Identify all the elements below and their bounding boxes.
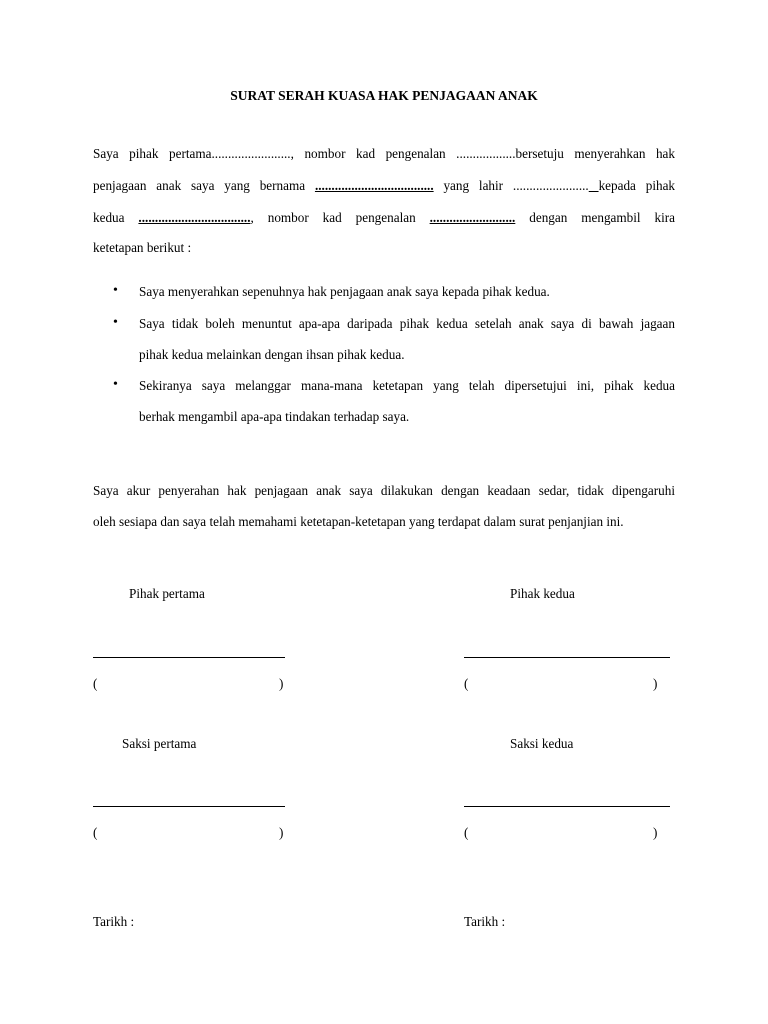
party1-name-paren-close: ): [279, 676, 284, 691]
bullet-dot-1: •: [113, 283, 118, 298]
intro-line-1: [93, 146, 675, 162]
intro-line-3-part-b: , nombor kad pengenalan: [250, 210, 416, 225]
party1-name-paren-open: (: [93, 676, 98, 691]
intro-line-2-part-a: penjagaan anak saya yang bernama: [93, 178, 306, 193]
birth-blank-underline: [589, 178, 599, 193]
date-right-label: Tarikh :: [464, 914, 506, 929]
intro-line-4: ketetapan berikut :: [93, 240, 192, 255]
party2-label: Pihak kedua: [510, 586, 575, 601]
intro-line-2-part-b: yang lahir .......................: [443, 178, 589, 193]
witness2-name-paren-close: ): [653, 825, 658, 840]
witness1-name-paren-close: ): [279, 825, 284, 840]
intro-line-2-part-c: kepada pihak: [598, 178, 676, 193]
acknowledgement-line-1: Saya akur penyerahan hak penjagaan anak saya dilakukan dengan keadaan sedar, tidak dipengaruhi: [93, 483, 675, 498]
bullet-2-line-2: pihak kedua melainkan dengan ihsan pihak kedua.: [139, 347, 405, 362]
intro-line-2: [93, 178, 675, 194]
party1-signature-line: [93, 657, 285, 658]
intro-line-3: [93, 210, 675, 226]
intro-line-1-part-a: Saya pihak pertama........................,: [93, 146, 294, 161]
date-left-label: Tarikh :: [93, 914, 135, 929]
witness2-name-paren-open: (: [464, 825, 469, 840]
intro-line-3-part-a: kedua: [93, 210, 125, 225]
witness1-label: Saksi pertama: [122, 736, 197, 751]
child-name-blank: ....................................: [314, 178, 434, 193]
bullet-dot-2: •: [113, 315, 118, 330]
party2-name-blank: ..................................: [138, 210, 251, 225]
document-title: SURAT SERAH KUASA HAK PENJAGAAN ANAK: [230, 88, 538, 103]
party1-label: Pihak pertama: [129, 586, 205, 601]
witness1-signature-line: [93, 806, 285, 807]
party2-signature-line: [464, 657, 670, 658]
intro-line-1-part-b: nombor kad pengenalan ..................bersetuju menyerahkan hak: [304, 146, 676, 161]
bullet-2-line-1: Saya tidak boleh menuntut apa-apa daripada pihak kedua setelah anak saya di bawah jagaan: [139, 316, 675, 331]
party2-name-paren-open: (: [464, 676, 469, 691]
bullet-1-text: Saya menyerahkan sepenuhnya hak penjagaan anak saya kepada pihak kedua.: [139, 284, 550, 299]
bullet-3-line-2: berhak mengambil apa-apa tindakan terhadap saya.: [139, 409, 410, 424]
witness2-label: Saksi kedua: [510, 736, 574, 751]
acknowledgement-line-2: oleh sesiapa dan saya telah memahami ketetapan-ketetapan yang terdapat dalam surat penjanjian ini.: [93, 514, 624, 529]
intro-line-3-part-c: dengan mengambil kira: [529, 210, 676, 225]
bullet-3-line-1: Sekiranya saya melanggar mana-mana ketetapan yang telah dipersetujui ini, pihak kedua: [139, 378, 675, 393]
party2-ic-blank: ..........................: [429, 210, 516, 225]
bullet-dot-3: •: [113, 377, 118, 392]
witness2-signature-line: [464, 806, 670, 807]
party2-name-paren-close: ): [653, 676, 658, 691]
witness1-name-paren-open: (: [93, 825, 98, 840]
